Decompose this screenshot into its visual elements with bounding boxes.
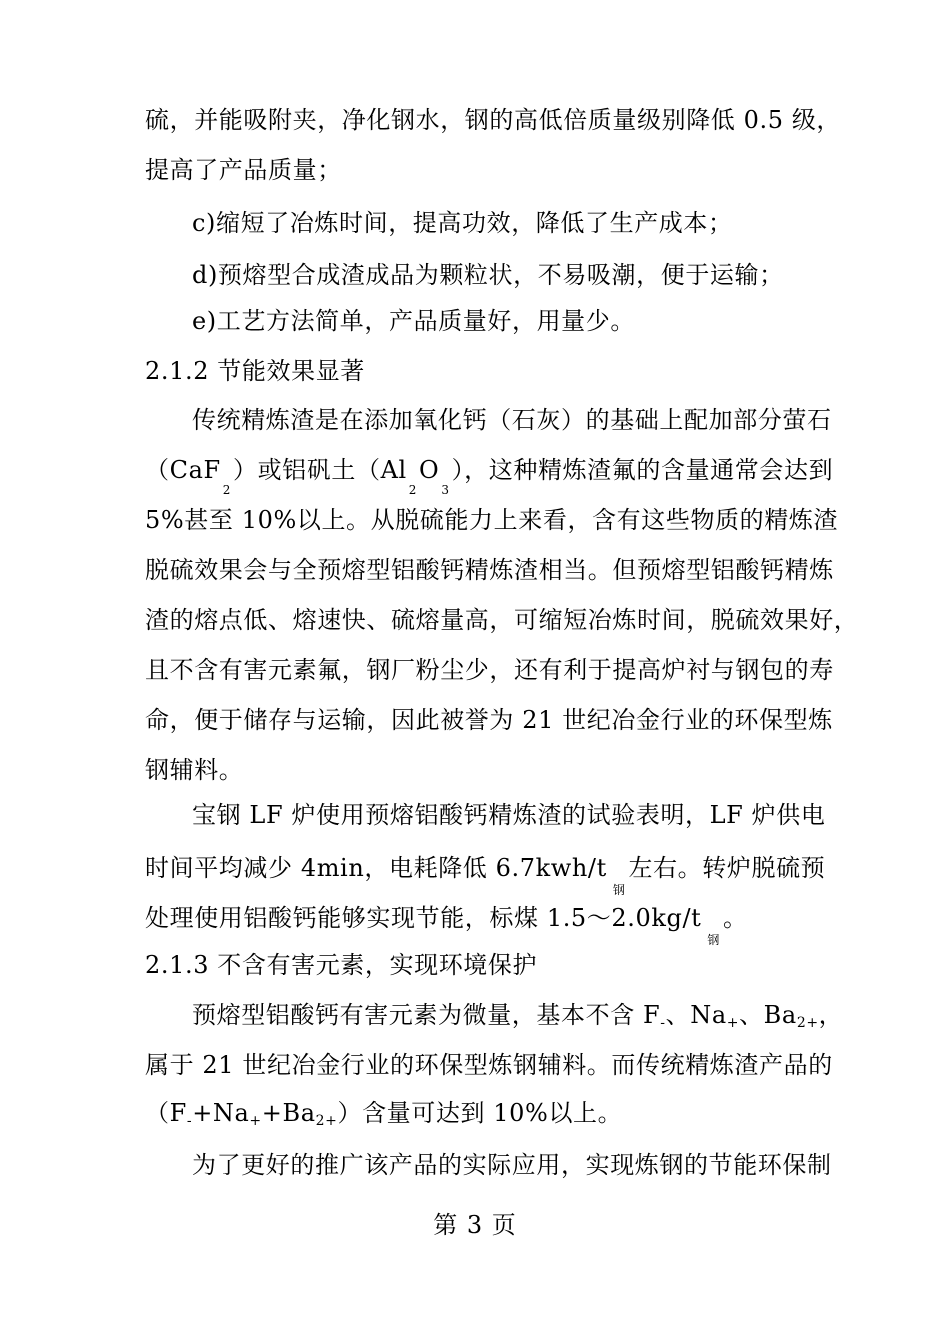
paragraph-line: 属于 21 世纪冶金行业的环保型炼钢辅料。而传统精炼渣产品的 — [145, 1051, 833, 1079]
list-item-c: c)缩短了冶炼时间，提高功效，降低了生产成本； — [192, 209, 733, 237]
text-span: 、Ba — [739, 1001, 797, 1029]
text-span: 时间平均减少 4min，电耗降低 6.7kwh/t — [145, 854, 607, 882]
paragraph-line: 渣的熔点低、熔速快、硫熔量高，可缩短冶炼时间，脱硫效果好， — [145, 606, 859, 634]
paragraph-line: 宝钢 LF 炉使用预熔铝酸钙精炼渣的试验表明，LF 炉供电 — [192, 801, 826, 829]
text-span: 、Na — [665, 1001, 727, 1029]
paragraph-line: 脱硫效果会与全预熔型铝酸钙精炼渣相当。但预熔型铝酸钙精炼 — [145, 556, 834, 584]
text-span: ）含量可达到 10%以上。 — [337, 1099, 623, 1127]
paragraph-line-with-subscript — [145, 903, 748, 947]
text-line: 硫，并能吸附夹，净化钢水，钢的高低倍质量级别降低 0.5 级， — [145, 106, 842, 134]
text-span: ），这种精炼渣氟的含量通常会达到 — [451, 456, 834, 484]
text-span: +Ba — [261, 1099, 316, 1127]
paragraph-line: 命，便于储存与运输，因此被誉为 21 世纪冶金行业的环保型炼 — [145, 706, 833, 734]
text-span: 左右。转炉脱硫预 — [628, 854, 826, 882]
paragraph-line: 且不含有害元素氟，钢厂粉尘少，还有利于提高炉衬与钢包的寿 — [145, 656, 834, 684]
paragraph-line: 钢辅料。 — [145, 756, 244, 784]
text-span: 预熔型铝酸钙有害元素为微量，基本不含 F — [192, 1001, 661, 1029]
text-line: 提高了产品质量； — [145, 156, 342, 184]
subscript: 3 — [441, 483, 450, 497]
text-span: O — [419, 456, 440, 484]
text-span: 。 — [723, 904, 748, 932]
text-span: ）或铝矾土（Al — [232, 456, 407, 484]
section-heading-2-1-3: 2.1.3 不含有害元素，实现环境保护 — [145, 951, 538, 979]
subscript: 2 — [222, 483, 231, 497]
list-item-e: e)工艺方法简单，产品质量好，用量少。 — [192, 307, 635, 335]
ion-charge: + — [726, 1015, 740, 1031]
paragraph-line-with-ions — [145, 1098, 622, 1128]
ion-charge: 2+ — [315, 1113, 338, 1129]
subscript: 2 — [408, 483, 418, 497]
section-heading-2-1-2: 2.1.2 节能效果显著 — [145, 357, 365, 385]
ion-charge: - — [186, 1113, 193, 1129]
text-span: 处理使用铝酸钙能够实现节能，标煤 1.5～2.0kg/t — [145, 904, 702, 932]
paragraph-line: 传统精炼渣是在添加氧化钙（石灰）的基础上配加部分萤石 — [192, 406, 832, 434]
text-span: +Na — [192, 1099, 250, 1127]
list-item-d: d)预熔型合成渣成品为颗粒状，不易吸潮，便于运输； — [192, 261, 784, 289]
paragraph-line: 5%甚至 10%以上。从脱硫能力上来看，含有这些物质的精炼渣 — [145, 506, 839, 534]
paragraph-line-with-subscript — [145, 853, 826, 897]
ion-charge: + — [249, 1113, 262, 1129]
text-span: （F — [145, 1099, 187, 1127]
text-span: （CaF — [145, 456, 221, 484]
paragraph-line-with-ions — [192, 1000, 843, 1030]
subscript: 钢 — [707, 933, 721, 947]
page-number: 第 3 页 — [433, 1211, 517, 1239]
paragraph-line: 为了更好的推广该产品的实际应用，实现炼钢的节能环保制 — [192, 1151, 832, 1179]
subscript: 钢 — [612, 883, 626, 897]
ion-charge: - — [660, 1015, 666, 1031]
text-span: ， — [818, 1001, 844, 1029]
ion-charge: 2+ — [796, 1015, 819, 1031]
paragraph-line-with-formulas — [145, 455, 834, 497]
